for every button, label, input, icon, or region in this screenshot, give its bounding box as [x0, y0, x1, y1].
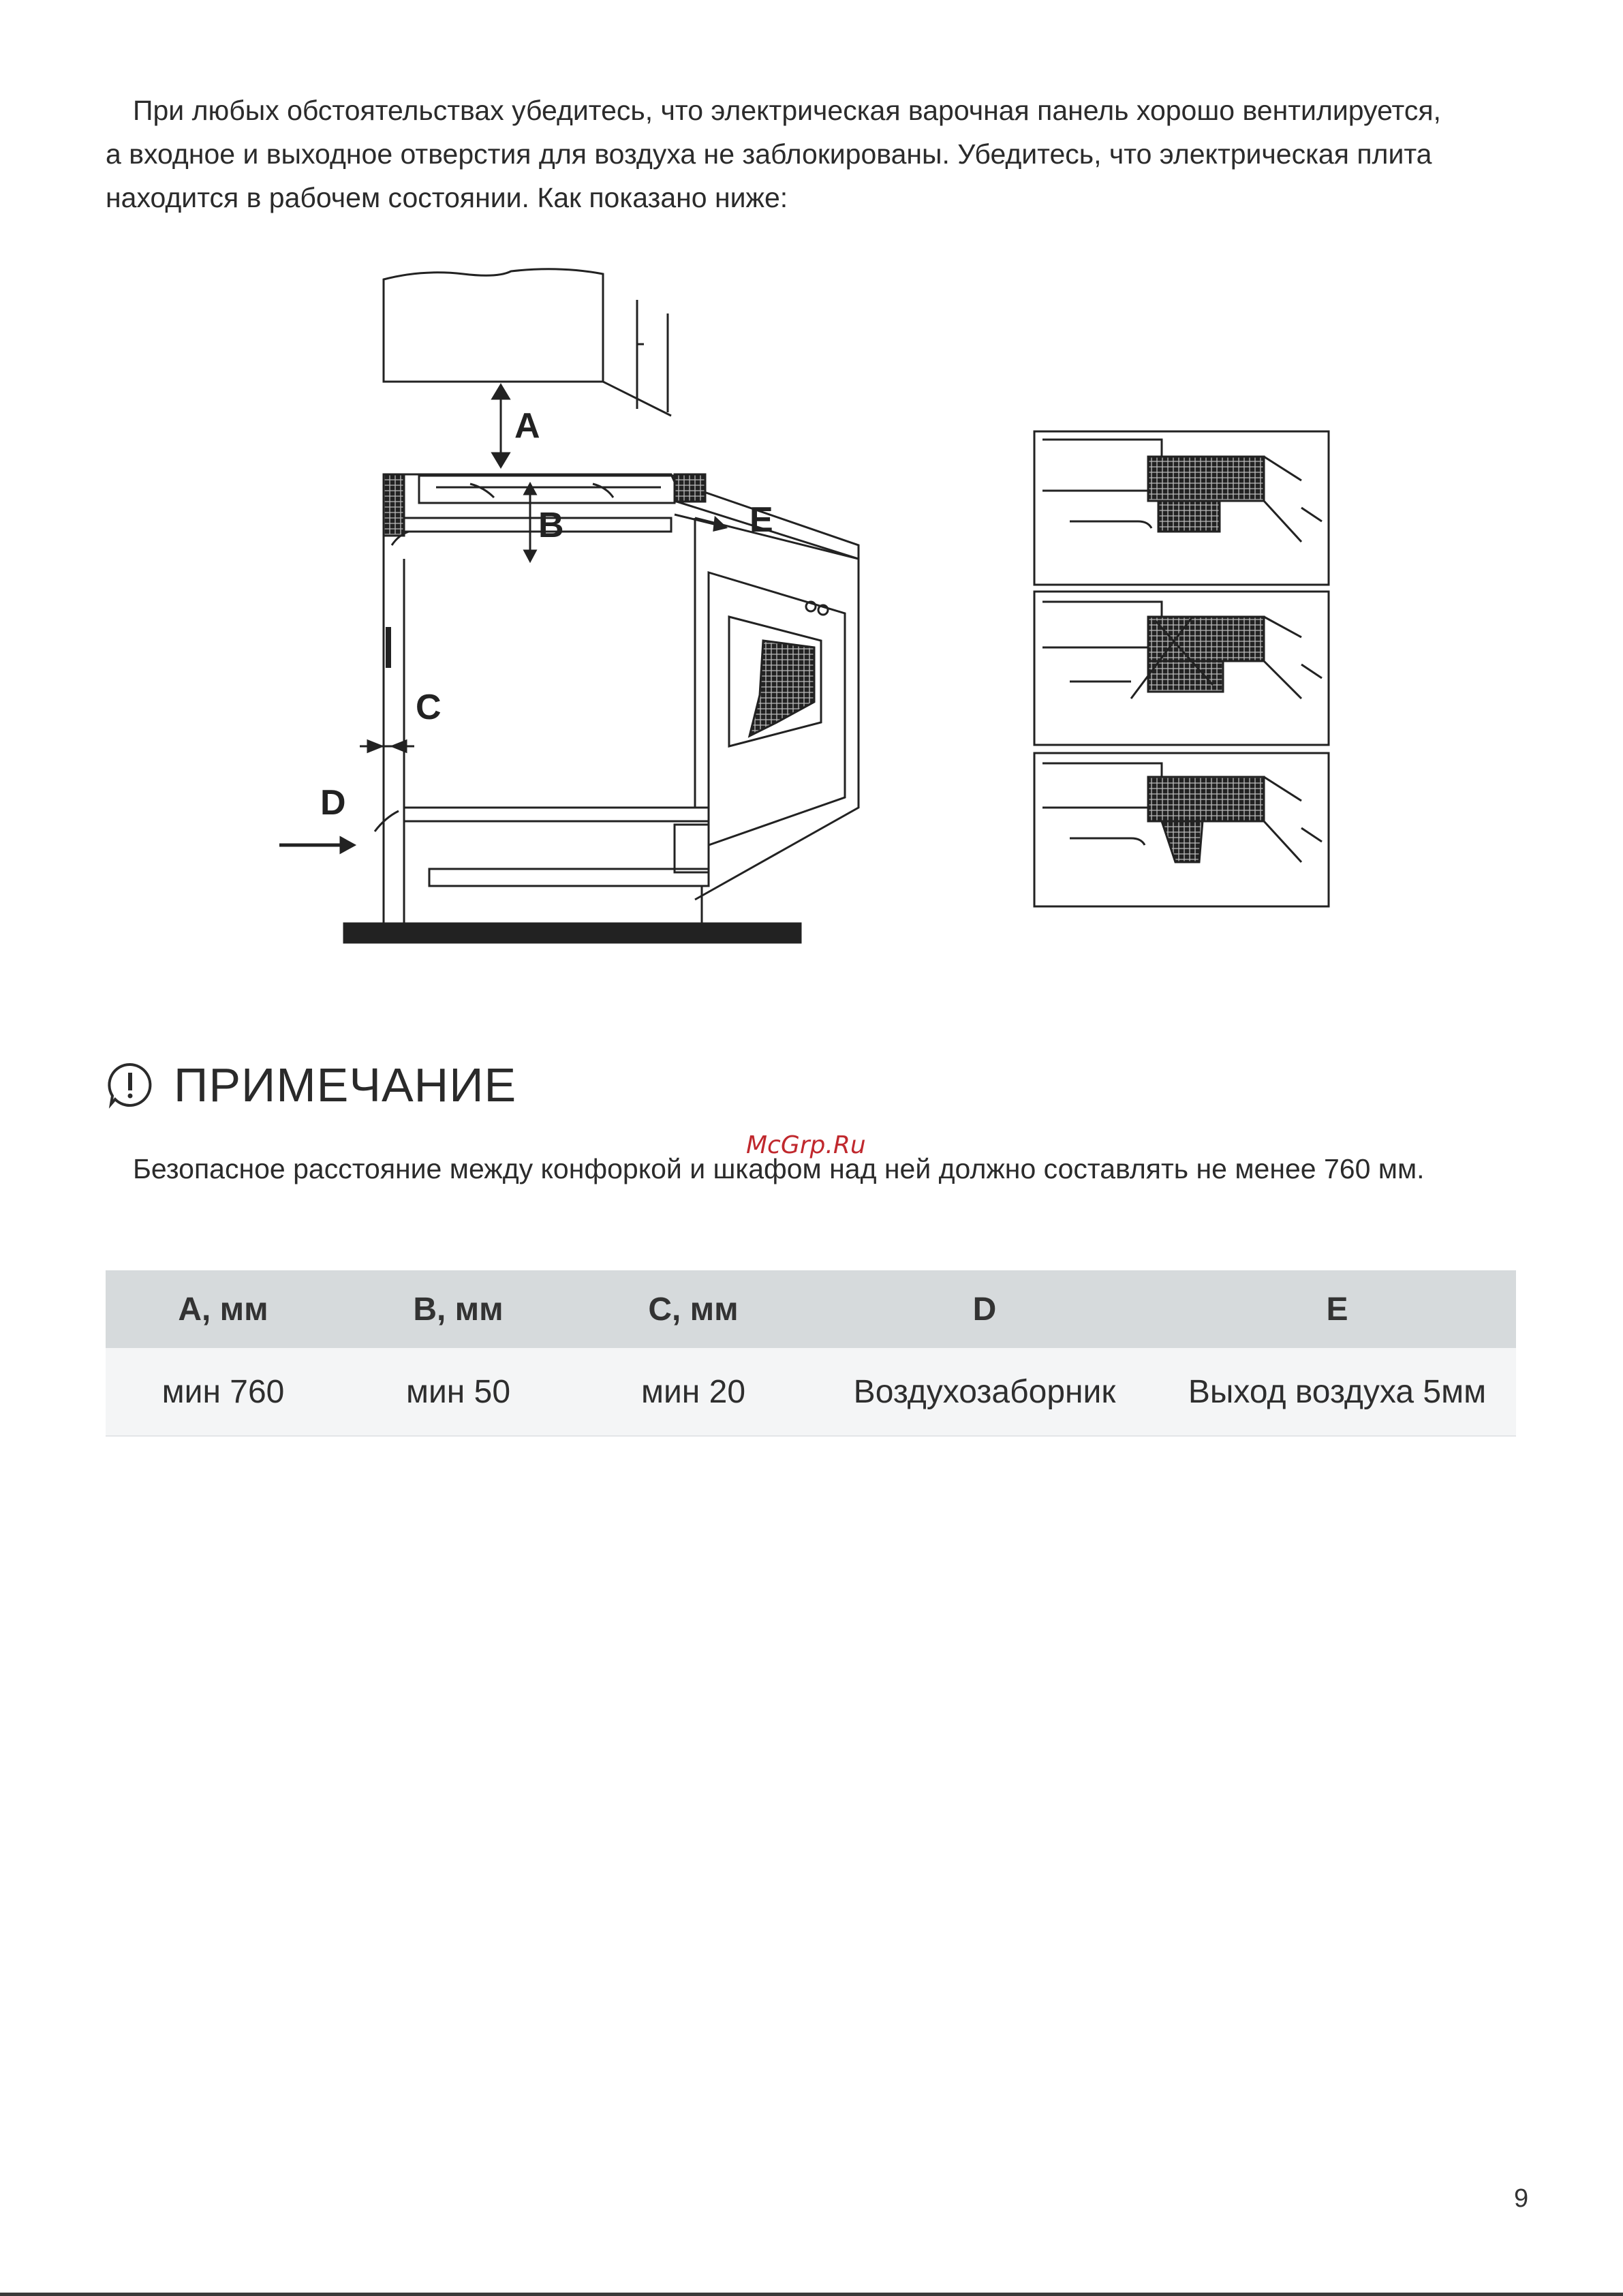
header-d: D	[811, 1270, 1158, 1348]
cell-a: мин 760	[106, 1348, 341, 1436]
watermark: McGrp.Ru	[746, 1131, 866, 1159]
detail-panel-correct-2	[1034, 753, 1329, 906]
intro-line-2: а входное и выходное отверстия для воздуха не заблокированы. Убедитесь, что электрическая плита	[106, 138, 1432, 170]
header-e: E	[1158, 1270, 1516, 1348]
intro-line-1: При любых обстоятельствах убедитесь, что электрическая варочная панель хорошо вентилируется,	[133, 95, 1441, 126]
label-a: A	[514, 406, 540, 446]
ventilation-detail-diagrams	[1029, 426, 1335, 913]
detail-panel-correct-1	[1034, 431, 1329, 585]
header-c: C, мм	[576, 1270, 811, 1348]
note-heading	[106, 1058, 516, 1112]
label-b: B	[538, 506, 564, 545]
intro-paragraph	[106, 89, 1516, 219]
header-a: A, мм	[106, 1270, 341, 1348]
cell-b: мин 50	[341, 1348, 576, 1436]
clearance-table	[106, 1270, 1516, 1437]
installation-diagram	[273, 259, 886, 954]
table-header-row	[106, 1270, 1516, 1348]
bottom-rule	[0, 2293, 1623, 2296]
header-b: B, мм	[341, 1270, 576, 1348]
detail-panel-wrong	[1034, 592, 1329, 745]
note-title: ПРИМЕЧАНИЕ	[174, 1058, 517, 1112]
label-e: E	[749, 500, 773, 540]
note-text: Безопасное расстояние между конфоркой и шкафом над ней должно составлять не менее 760 мм.	[133, 1153, 1425, 1184]
exclamation-icon	[106, 1060, 155, 1109]
upper-cabinet	[384, 269, 603, 382]
page-number: 9	[1514, 2184, 1529, 2213]
table-row	[106, 1348, 1516, 1436]
label-c: C	[416, 688, 442, 727]
cell-d: Воздухозаборник	[811, 1348, 1158, 1436]
intro-line-3: находится в рабочем состоянии. Как показано ниже:	[106, 182, 788, 213]
cell-c: мин 20	[576, 1348, 811, 1436]
label-d: D	[320, 783, 346, 823]
cell-e: Выход воздуха 5мм	[1158, 1348, 1516, 1436]
